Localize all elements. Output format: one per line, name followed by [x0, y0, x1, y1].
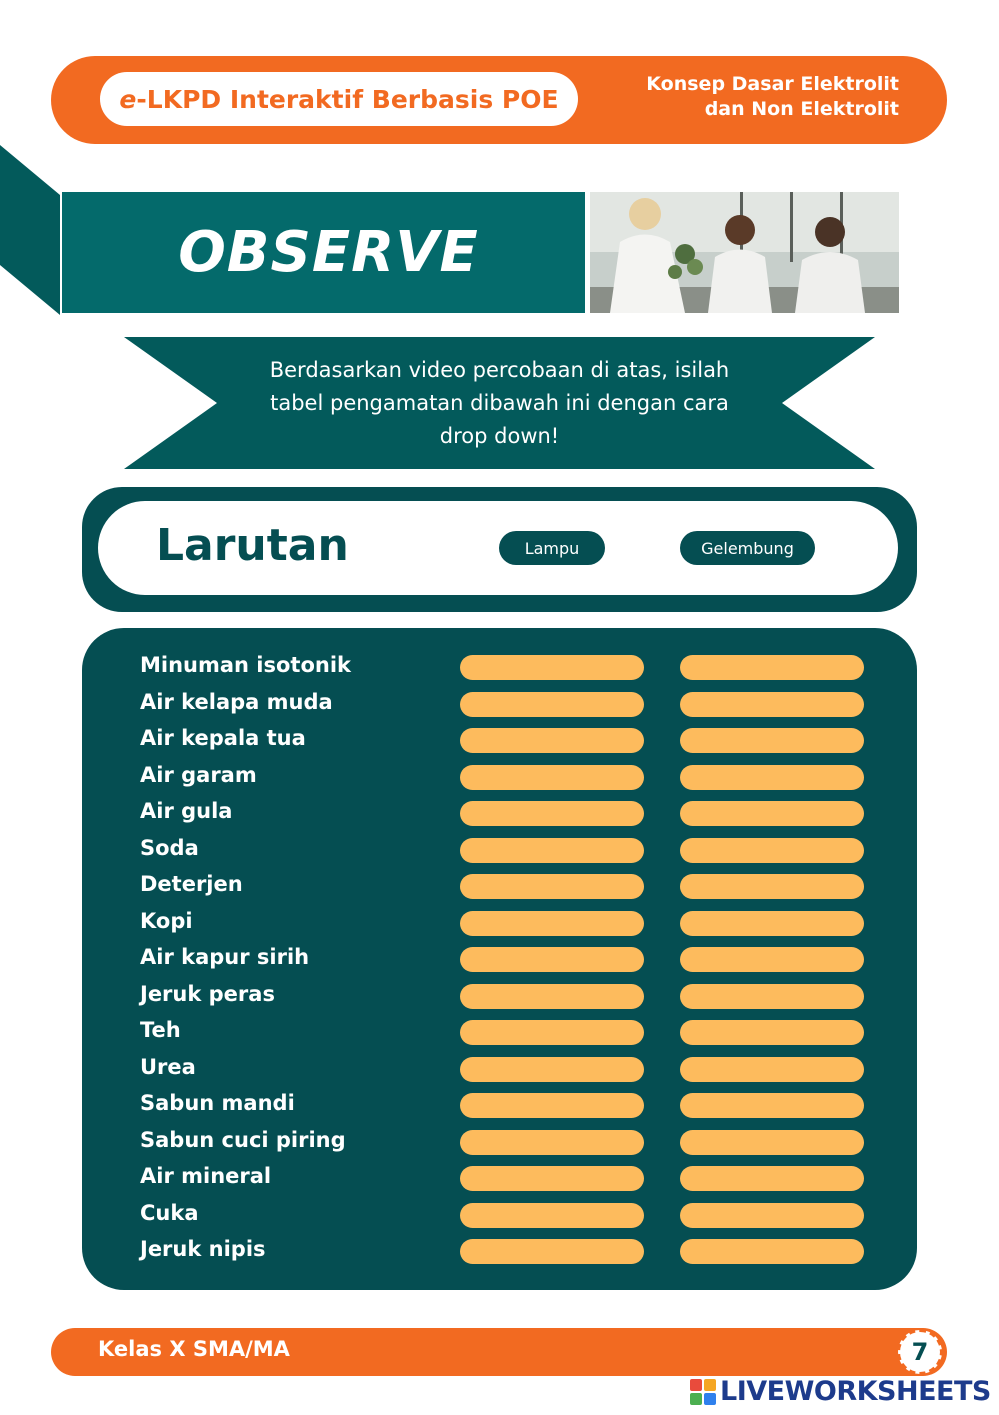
left-decoration [0, 145, 60, 315]
gelembung-dropdown[interactable] [680, 801, 864, 826]
instruction-line1: Berdasarkan video percobaan di atas, isilah [269, 358, 730, 382]
liveworksheets-logo[interactable] [690, 1376, 991, 1407]
row-label: Air kepala tua [140, 726, 306, 750]
row-label: Soda [140, 835, 199, 860]
table-row [82, 981, 917, 1011]
header-topic-line1: Konsep Dasar Elektrolit [646, 73, 899, 95]
header-title-text: -LKPD Interaktif Berbasis POE [136, 84, 559, 114]
gelembung-dropdown[interactable] [680, 1239, 864, 1264]
lampu-dropdown[interactable] [460, 1130, 644, 1155]
table-row [82, 1054, 917, 1084]
row-label: Minuman isotonik [140, 653, 352, 677]
footer-class-label: Kelas X SMA/MA [98, 1337, 290, 1361]
row-label: Teh [140, 1018, 181, 1042]
gelembung-dropdown[interactable] [680, 947, 864, 972]
header-title [100, 72, 578, 126]
column-header-larutan: Larutan [156, 520, 349, 571]
instruction-text [215, 354, 784, 453]
gelembung-dropdown[interactable] [680, 1130, 864, 1155]
gelembung-dropdown[interactable] [680, 1093, 864, 1118]
section-title: OBSERVE [178, 220, 479, 285]
table-row [82, 908, 917, 938]
gelembung-dropdown[interactable] [680, 1020, 864, 1045]
gelembung-dropdown[interactable] [680, 1166, 864, 1191]
lampu-dropdown[interactable] [460, 765, 644, 790]
row-label: Urea [140, 1054, 196, 1079]
observe-banner [62, 192, 585, 313]
lampu-dropdown[interactable] [460, 947, 644, 972]
table-row [82, 1127, 917, 1157]
header-topic-line2: dan Non Elektrolit [704, 98, 899, 120]
column-header-gelembung: Gelembung [680, 531, 815, 565]
brand-name: LIVEWORKSHEETS [720, 1376, 991, 1407]
row-label: Air gula [140, 799, 233, 823]
lampu-dropdown[interactable] [460, 1239, 644, 1264]
gelembung-dropdown[interactable] [680, 692, 864, 717]
row-label: Deterjen [140, 872, 243, 896]
gelembung-dropdown[interactable] [680, 984, 864, 1009]
table-row [82, 762, 917, 792]
lampu-dropdown[interactable] [460, 874, 644, 899]
table-row [82, 1236, 917, 1266]
row-label: Sabun cuci piring [140, 1127, 346, 1152]
table-row [82, 871, 917, 901]
instruction-line2: tabel pengamatan dibawah ini dengan cara [270, 391, 729, 415]
table-row [82, 652, 917, 682]
table-row [82, 1090, 917, 1120]
gelembung-dropdown[interactable] [680, 874, 864, 899]
lampu-dropdown[interactable] [460, 801, 644, 826]
gelembung-dropdown[interactable] [680, 1203, 864, 1228]
lampu-dropdown[interactable] [460, 1020, 644, 1045]
column-header-lampu: Lampu [499, 531, 605, 565]
gelembung-dropdown[interactable] [680, 911, 864, 936]
lampu-dropdown[interactable] [460, 838, 644, 863]
row-label: Kopi [140, 908, 193, 933]
gelembung-dropdown[interactable] [680, 765, 864, 790]
lampu-dropdown[interactable] [460, 1203, 644, 1228]
gelembung-dropdown[interactable] [680, 655, 864, 680]
row-label: Air kapur sirih [140, 945, 310, 969]
instruction-line3: drop down! [439, 424, 560, 448]
row-label: Jeruk peras [140, 981, 275, 1006]
gelembung-dropdown[interactable] [680, 838, 864, 863]
lampu-dropdown[interactable] [460, 655, 644, 680]
table-row [82, 689, 917, 719]
students-lab-photo [590, 192, 899, 313]
row-label: Air kelapa muda [140, 689, 333, 714]
gelembung-dropdown[interactable] [680, 1057, 864, 1082]
lampu-dropdown[interactable] [460, 984, 644, 1009]
page-number: 7 [898, 1330, 942, 1374]
liveworksheets-logo-icon [690, 1379, 716, 1405]
table-row [82, 1017, 917, 1047]
table-row [82, 725, 917, 755]
row-label: Air garam [140, 762, 257, 787]
table-row [82, 1163, 917, 1193]
lampu-dropdown[interactable] [460, 1166, 644, 1191]
header-title-prefix: e [119, 84, 137, 114]
table-body [82, 628, 917, 1290]
table-row [82, 835, 917, 865]
row-label: Air mineral [140, 1164, 272, 1188]
lampu-dropdown[interactable] [460, 728, 644, 753]
gelembung-dropdown[interactable] [680, 728, 864, 753]
table-row [82, 944, 917, 974]
lampu-dropdown[interactable] [460, 1057, 644, 1082]
row-label: Jeruk nipis [140, 1237, 266, 1261]
table-row [82, 1200, 917, 1230]
lampu-dropdown[interactable] [460, 1093, 644, 1118]
header-topic [599, 72, 899, 122]
row-label: Cuka [140, 1200, 199, 1225]
lampu-dropdown[interactable] [460, 911, 644, 936]
row-label: Sabun mandi [140, 1091, 295, 1115]
lampu-dropdown[interactable] [460, 692, 644, 717]
table-row [82, 798, 917, 828]
